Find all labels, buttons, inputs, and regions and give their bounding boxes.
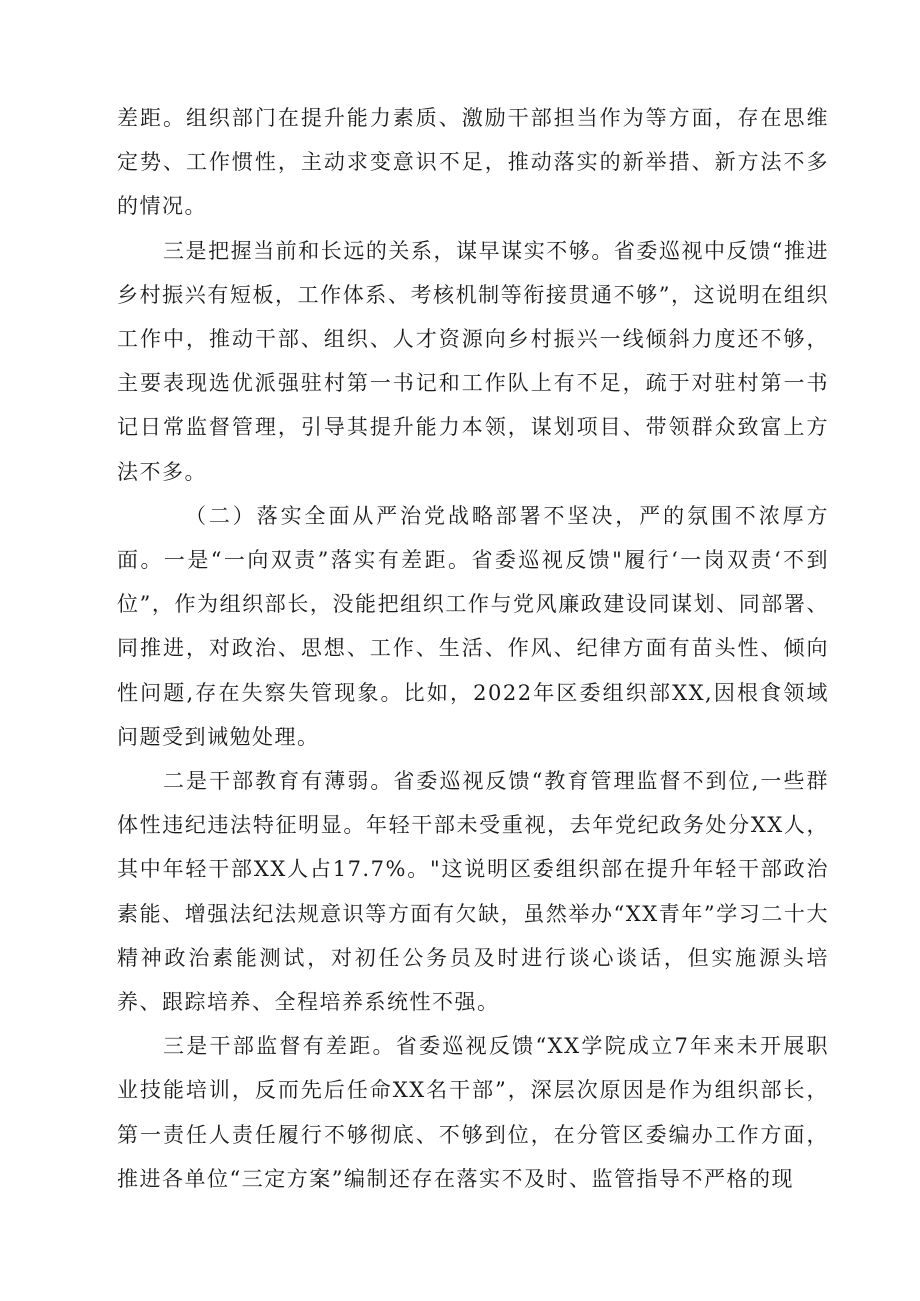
- paragraph-continuation: 差距。组织部门在提升能力素质、激励干部担当作为等方面，存在思维定势、工作惯性，主动求变意识不足，推动落实的新举措、新方法不多的情况。: [117, 106, 829, 219]
- paragraph-cadre-education: 二是干部教育有薄弱。省委巡视反馈“教育管理监督不到位,一些群体性违纪违法特征明显。年轻干部未受重视，去年党纪政务处分XX人，其中年轻干部XX人占17.7%。"这说明区委组织部在提升年轻干部政治素能、增强法纪法规意识等方面有欠缺，虽然举办“XX青年”学习二十大精神政治素能测试，对初任公务员及时进行谈心谈话，但实施源头培养、跟踪培养、全程培养系统性不强。: [117, 769, 829, 1015]
- paragraph-party-discipline: （二）落实全面从严治党战略部署不坚决，严的氛围不浓厚方面。一是“一向双责”落实有差距。省委巡视反馈"履行‘一岗双责‘不到位”，作为组织部长，没能把组织工作与党风廉政建设同谋划、同部署、同推进，对政治、思想、工作、生活、作风、纪律方面有苗头性、倾向性问题,存在失察失管现象。比如，2022年区委组织部XX,因根食领域问题受到诫勉处理。: [117, 503, 829, 749]
- paragraph-rural-revitalization: 三是把握当前和长远的关系，谋早谋实不够。省委巡视中反馈“推进乡村振兴有短板，工作体系、考核机制等衔接贯通不够”，这说明在组织工作中，推动干部、组织、人才资源向乡村振兴一线倾斜力度还不够，主要表现选优派强驻村第一书记和工作队上有不足，疏于对驻村第一书记日常监督管理，引导其提升能力本领，谋划项目、带领群众致富上方法不多。: [117, 238, 829, 484]
- paragraph-cadre-supervision: 三是干部监督有差距。省委巡视反馈“XX学院成立7年来未开展职业技能培训，反而先后任命XX名干部”，深层次原因是作为组织部长，第一责任人责任履行不够彻底、不够到位，在分管区委编办工作方面，推进各单位“三定方案”编制还存在落实不及时、监管指导不严格的现: [117, 1034, 829, 1191]
- document-body: [117, 96, 829, 1201]
